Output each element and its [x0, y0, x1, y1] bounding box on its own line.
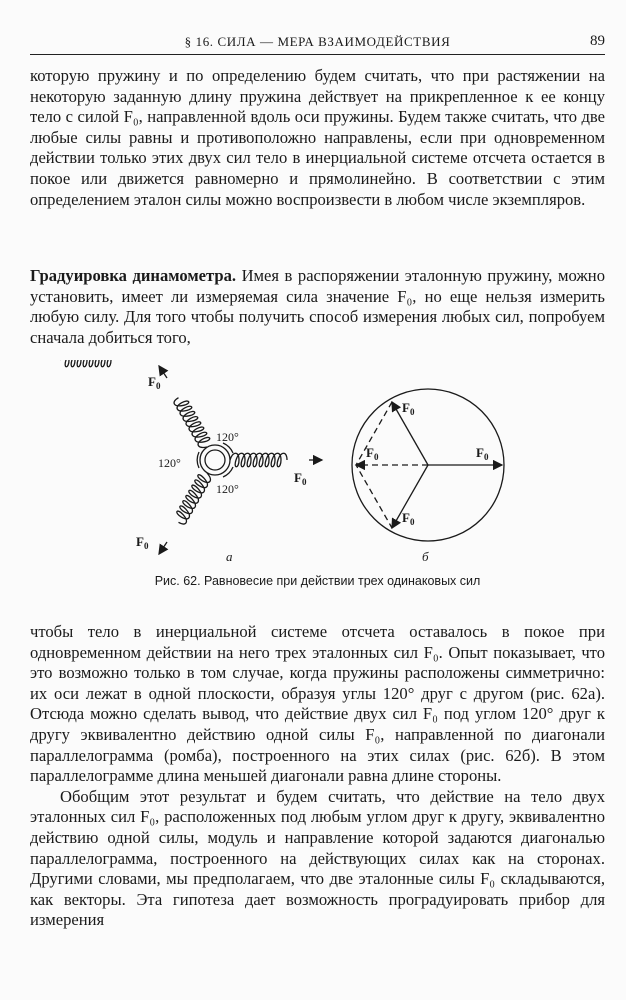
- paragraph-3-text: чтобы тело в инерциальной системе отсчета оставалось в покое при одновременном действии на него трех эталонных сил F₀. Опыт показывает, что это возможно только в том случае, когда пружины расположены симметрично: их оси лежат в одной плоскости, образуя углы 120° друг с другом (рис. 62а). Отсюда можно сделать вывод, что действие двух сил F₀ под углом 120° друг к другу эквивалентно действию одной силы F₀, направленной по диагонали параллелограмма (ромба), построенного на этих силах (рис. 62б). В этом параллелограмме длина меньшей диагонали равна длине стороны.: [30, 622, 605, 786]
- paragraph-2: [30, 266, 605, 348]
- paragraph-2-text: Имея в распоряжении эталонную пружину, можно установить, имеет ли измеряемая сила значение F₀, но еще нельзя измерить любую силу. Для того чтобы получить способ измерения любых сил, попробуем сначала добиться того,: [30, 266, 605, 347]
- panel-a-springs: [60, 360, 322, 554]
- page-header: [30, 32, 605, 55]
- running-title: § 16. СИЛА — МЕРА ВЗАИМОДЕЙСТВИЯ: [184, 34, 451, 49]
- label-b-f0-upper: $F_0$: [402, 400, 415, 417]
- force-arrow-lower: [159, 542, 167, 554]
- figure-drawing: [60, 360, 580, 590]
- figure-caption: Рис. 62. Равновесие при действии трех одинаковых сил: [154, 574, 481, 588]
- paragraph-1-text: которую пружину и по определению будем считать, что при растяжении на некоторую заданную длину пружина действует на прикрепленное к ее концу тело с силой F₀, направленной вдоль оси пружины. Будем также считать, что две любые силы равны и противоположно направлены, если при одновременном действии только этих двух сил тело в инерциальной системе отсчета остается в покое или движется равномерно и прямолинейно. В соответствии с этим определением эталон силы можно воспроизвести в любом числе экземпляров.: [30, 66, 605, 209]
- angle-arc-left: [197, 452, 199, 468]
- label-f0-lower: $F_0$: [136, 534, 149, 551]
- paragraph-2-body: [30, 266, 605, 348]
- panel-b-vectors: [352, 389, 504, 541]
- label-f0-right: $F_0$: [294, 470, 307, 487]
- label-f0-upper: $F_0$: [148, 374, 161, 391]
- angle-label-upper: 120°: [216, 430, 239, 444]
- page-number: 89: [590, 33, 605, 49]
- label-b-f0-left: $F_0$: [366, 445, 379, 462]
- panel-a-label: а: [226, 549, 233, 564]
- spring-right: [230, 453, 287, 467]
- paragraph-3-4: [30, 622, 605, 931]
- paragraph-4-text: Обобщим этот результат и будем считать, что действие на тело двух эталонных сил F₀, расположенных под любым углом друг к другу, эквивалентно действию одной силы, модуль и направление которой задаются диагональю параллелограмма, построенного на действующих силах как на сторонах. Другими словами, мы предполагаем, что две эталонные силы F₀ складываются, как векторы. Эта гипотеза дает возможность проградуировать прибор для измерения: [30, 786, 605, 930]
- body-core: [205, 450, 225, 470]
- spring-upper: [173, 394, 213, 450]
- label-b-f0-right: $F_0$: [476, 445, 489, 462]
- spring-lower: [173, 470, 213, 526]
- label-b-f0-lower: $F_0$: [402, 510, 415, 527]
- angle-label-lower: 120°: [216, 482, 239, 496]
- angle-label-left: 120°: [158, 456, 181, 470]
- section-heading: Градуировка динамометра.: [30, 266, 237, 285]
- figure-62: [60, 360, 580, 590]
- paragraph-1: [30, 66, 605, 210]
- panel-b-label: б: [422, 549, 429, 564]
